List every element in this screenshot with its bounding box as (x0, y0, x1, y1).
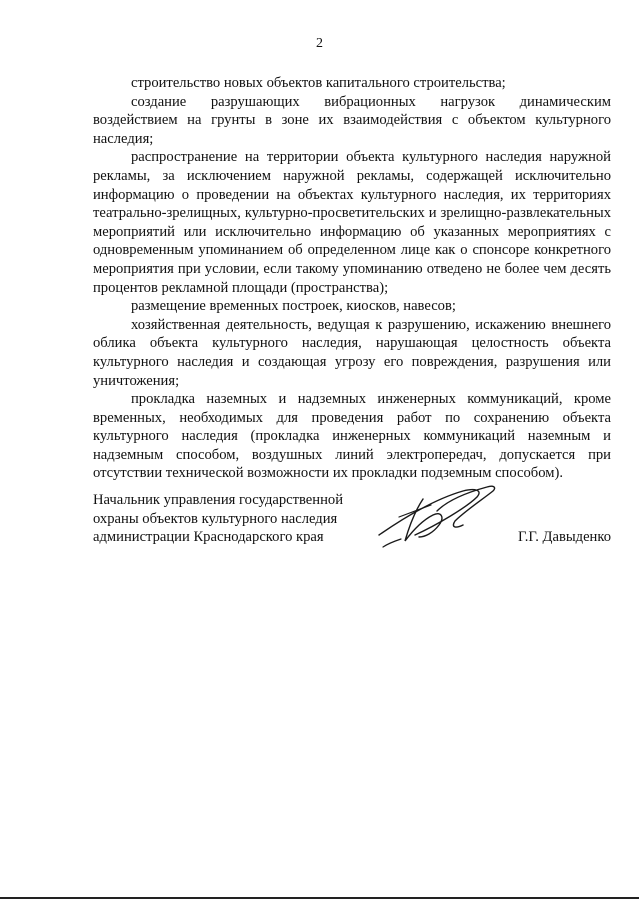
signer-title (93, 491, 383, 547)
signer-title-line: охраны объектов культурного наследия (93, 510, 338, 527)
paragraph-economic-activity: хозяйственная деятельность, ведущая к разрушению, искажению внешнего облика объекта культурного наследия, нарушающая целостность объекта культурного наследия и создающая угрозу его повреждения, разрушения или уничтожения; (93, 316, 611, 389)
paragraph-temporary-buildings: размещение временных построек, киосков, навесов; (131, 298, 456, 315)
paragraph-vibration-loads: создание разрушающих вибрационных нагрузок динамическим воздействием на грунты в зоне их взаимодействия с объектом культурного наследия; (93, 93, 611, 147)
paragraph-engineering-utilities: прокладка наземных и надземных инженерных коммуникаций, кроме временных, необходимых для проведения работ по сохранению объекта культурного наследия (прокладка инженерных коммуникаций наземным и надземным способом, воздушных линий электропередач, допускается при отсутствии технической возможности их прокладки подземным способом). (93, 391, 611, 482)
paragraph-outdoor-advertising: распространение на территории объекта культурного наследия наружной рекламы, за исключением наружной рекламы, содержащей исключительно информацию о проведении на объектах культурного наследия, их территориях театрально-зрелищных, культурно-просветительских и зрелищно-развлекательных мероприятий или исключительно информацию об указанных мероприятиях с одновременным упоминанием об определенном лице как о спонсоре конкретного мероприятия при условии, если такому упоминанию отведено не более чем десять процентов рекламной площади (пространства); (93, 149, 611, 296)
signer-title-line: Начальник управления государственной (93, 492, 344, 508)
signer-title-line: администрации Краснодарского края (93, 529, 324, 546)
paragraph-capital-construction: строительство новых объектов капитального строительства; (131, 75, 506, 91)
handwritten-signature (375, 477, 505, 557)
page-number: 2 (316, 36, 323, 51)
signer-name: Г.Г. Давыденко (517, 529, 611, 545)
bottom-divider (0, 897, 639, 899)
document-body (93, 74, 611, 483)
signature-block (93, 491, 611, 551)
